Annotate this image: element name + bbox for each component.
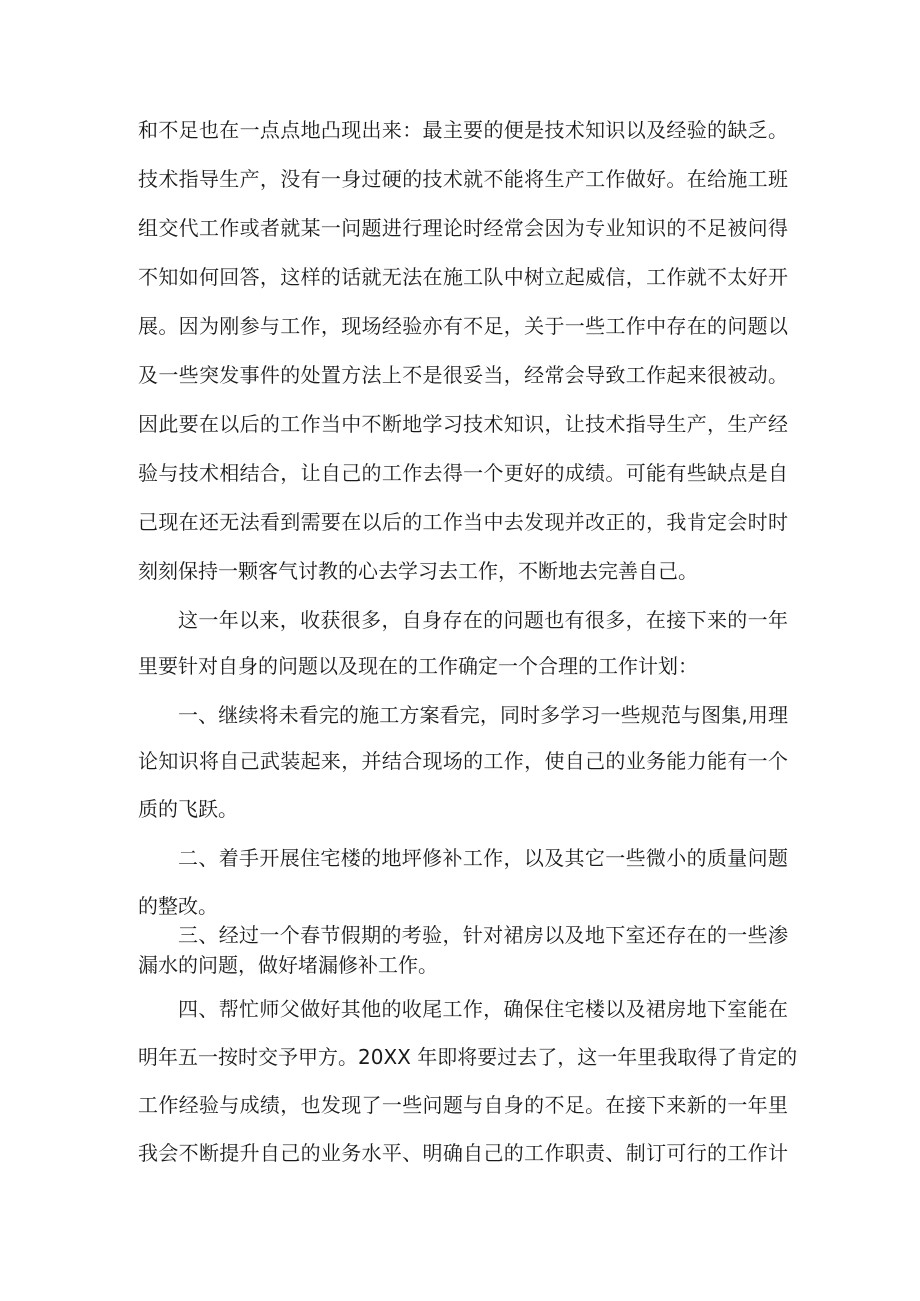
- text-line: 里要针对自身的问题以及现在的工作确定一个合理的工作计划：: [138, 654, 698, 678]
- text-line: 明年五一按时交予甲方。20XX 年即将要过去了，这一年里我取得了肯定的: [138, 1045, 798, 1069]
- text-line: 工作经验与成绩，也发现了一些问题与自身的不足。在接下来新的一年里: [138, 1093, 788, 1117]
- text-line: 验与技术相结合，让自己的工作去得一个更好的成绩。可能有些缺点是自: [138, 461, 788, 485]
- text-line: 这一年以来，收获很多，自身存在的问题也有很多，在接下来的一年: [178, 608, 788, 632]
- text-line: 三、经过一个春节假期的考验，针对裙房以及地下室还存在的一些渗: [178, 923, 788, 947]
- text-line: 二、着手开展住宅楼的地坪修补工作，以及其它一些微小的质量问题: [178, 846, 788, 870]
- text-line: 和不足也在一点点地凸现出来：最主要的便是技术知识以及经验的缺乏。: [138, 118, 788, 142]
- text-line: 一、继续将未看完的施工方案看完，同时多学习一些规范与图集,用理: [178, 703, 788, 727]
- text-line: 不知如何回答，这样的话就无法在施工队中树立起威信，工作就不太好开: [138, 265, 788, 289]
- text-line: 及一些突发事件的处置方法上不是很妥当，经常会导致工作起来很被动。: [138, 363, 788, 387]
- text-line: 的整改。: [138, 894, 218, 918]
- text-line: 技术指导生产，没有一身过硬的技术就不能将生产工作做好。在给施工班: [138, 167, 788, 191]
- text-line: 己现在还无法看到需要在以后的工作当中去发现并改正的，我肯定会时时: [138, 510, 788, 534]
- text-line: 四、帮忙师父做好其他的收尾工作，确保住宅楼以及裙房地下室能在: [178, 997, 788, 1021]
- text-line: 漏水的问题，做好堵漏修补工作。: [138, 953, 438, 977]
- text-line: 展。因为刚参与工作，现场经验亦有不足，关于一些工作中存在的问题以: [138, 314, 788, 338]
- text-line: 质的飞跃。: [138, 797, 238, 821]
- text-line: 论知识将自己武装起来，并结合现场的工作，使自己的业务能力能有一个: [138, 749, 788, 773]
- text-line: 组交代工作或者就某一问题进行理论时经常会因为专业知识的不足被问得: [138, 216, 788, 240]
- text-line: 刻刻保持一颗客气讨教的心去学习去工作，不断地去完善自己。: [138, 559, 698, 583]
- text-line: 我会不断提升自己的业务水平、明确自己的工作职责、制订可行的工作计: [138, 1141, 788, 1165]
- text-line: 因此要在以后的工作当中不断地学习技术知识，让技术指导生产，生产经: [138, 412, 788, 436]
